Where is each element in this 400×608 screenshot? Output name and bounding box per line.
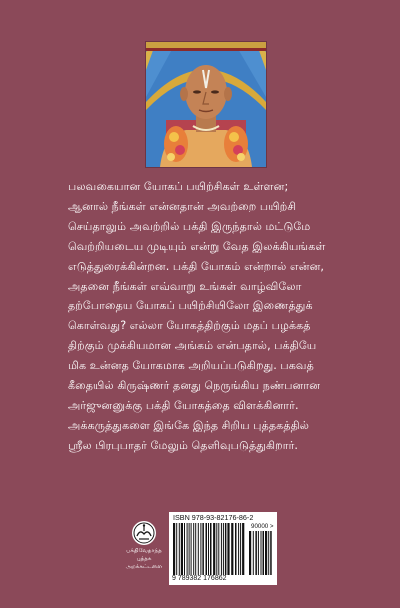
barcode-bar [189, 523, 190, 575]
barcode-bar [191, 523, 192, 575]
isbn-barcode [169, 512, 277, 585]
barcode-bar [261, 531, 262, 575]
barcode-bar [200, 523, 201, 575]
barcode-bar [265, 531, 267, 575]
barcode-bar [176, 523, 177, 575]
barcode-bar [263, 531, 265, 575]
barcode-bar [193, 523, 194, 575]
portrait-photo [146, 42, 266, 167]
barcode-bar [202, 523, 204, 575]
barcode-bar [213, 523, 215, 575]
author-portrait [145, 41, 267, 168]
description-line: அதனை நீங்கள் எவ்வாறு உங்கள் வாழ்விலோ [68, 279, 302, 293]
description-line: கீதையில் கிருஷ்ணர் தனது நெருங்கிய நண்பனான [68, 379, 321, 393]
barcode-bar [258, 531, 259, 575]
barcode-bar [268, 531, 269, 575]
barcode-bar [238, 523, 239, 575]
barcode-bar [223, 523, 224, 575]
barcode-bar [242, 523, 244, 575]
publisher-name-line3: அறக்கட்டளை [125, 564, 163, 570]
barcode-bar [210, 523, 212, 575]
publisher-logo [122, 520, 166, 576]
barcode-bar [225, 523, 227, 575]
description-line: கொள்வது? எல்லா யோகத்திற்கும் மதப் பழக்கத் [68, 319, 311, 333]
barcode-bar [255, 531, 257, 575]
barcode-bar [181, 523, 183, 575]
barcode-bar [198, 523, 199, 575]
barcode-bar [270, 531, 272, 575]
isbn-label: ISBN 978-93-82176-86-2 [173, 513, 254, 522]
description-line: வெற்றியடைய முடியும் என்று வேத இலக்கியங்கள் [68, 239, 326, 253]
barcode-digits: 9 789382 176862 [172, 575, 227, 582]
barcode-bar [253, 531, 254, 575]
price-addon-label: 90000 > [251, 523, 274, 530]
publisher-name-line1: பக்திவேதாந்த [126, 548, 162, 554]
barcode-bar [216, 523, 217, 575]
barcode-bar [208, 523, 209, 575]
publisher-logo-icon [131, 520, 157, 546]
description-line: திற்கும் முக்கியமான அங்கம் என்பதால், பக்தியே [68, 339, 317, 353]
barcode-bar [179, 523, 180, 575]
barcode-bar [206, 523, 208, 575]
description-line: ஸ்ரீல பிரபுபாதர் மேலும் தெளிவுபடுத்துகிறார். [68, 438, 298, 452]
addon-barcode-bars [249, 531, 273, 575]
book-description [68, 177, 338, 452]
barcode-bar [240, 523, 241, 575]
description-line: எடுத்துரைக்கின்றன. பக்தி யோகம் என்றால் என்ன, [68, 259, 324, 273]
description-line: மிக உன்னத யோகமாக அறியப்படுகிறது. பகவத் [68, 359, 314, 373]
description-line: தற்போதைய யோகப் பயிற்சியிலோ இணைத்துக் [68, 299, 313, 313]
description-line: அர்ஜுனனுக்கு பக்தி யோகத்தை விளக்கினார். [68, 398, 299, 412]
description-line: ஆனால் நீங்கள் என்னதான் அவற்றை பயிற்சி [68, 199, 297, 213]
barcode-bar [235, 523, 237, 575]
barcode-bar [173, 523, 175, 575]
barcode-bar [227, 523, 229, 575]
barcode-bar [249, 531, 251, 575]
barcode-bar [184, 523, 185, 575]
description-line: அக்கருத்துகளை இங்கே இந்த சிறிய புத்தகத்தில் [68, 418, 310, 432]
description-line: பலவகையான யோகப் பயிற்சிகள் உள்ளன; [68, 180, 289, 193]
barcode-bar [195, 523, 196, 575]
description-line: செய்தாலும் அவற்றில் பக்தி இருந்தால் மட்டுமே [68, 219, 311, 233]
barcode-bars [173, 523, 247, 575]
barcode-bar [231, 523, 233, 575]
barcode-bar [221, 523, 222, 575]
publisher-name-line2: புத்தக [136, 556, 152, 562]
barcode-bar [218, 523, 219, 575]
barcode-bar [187, 523, 188, 575]
